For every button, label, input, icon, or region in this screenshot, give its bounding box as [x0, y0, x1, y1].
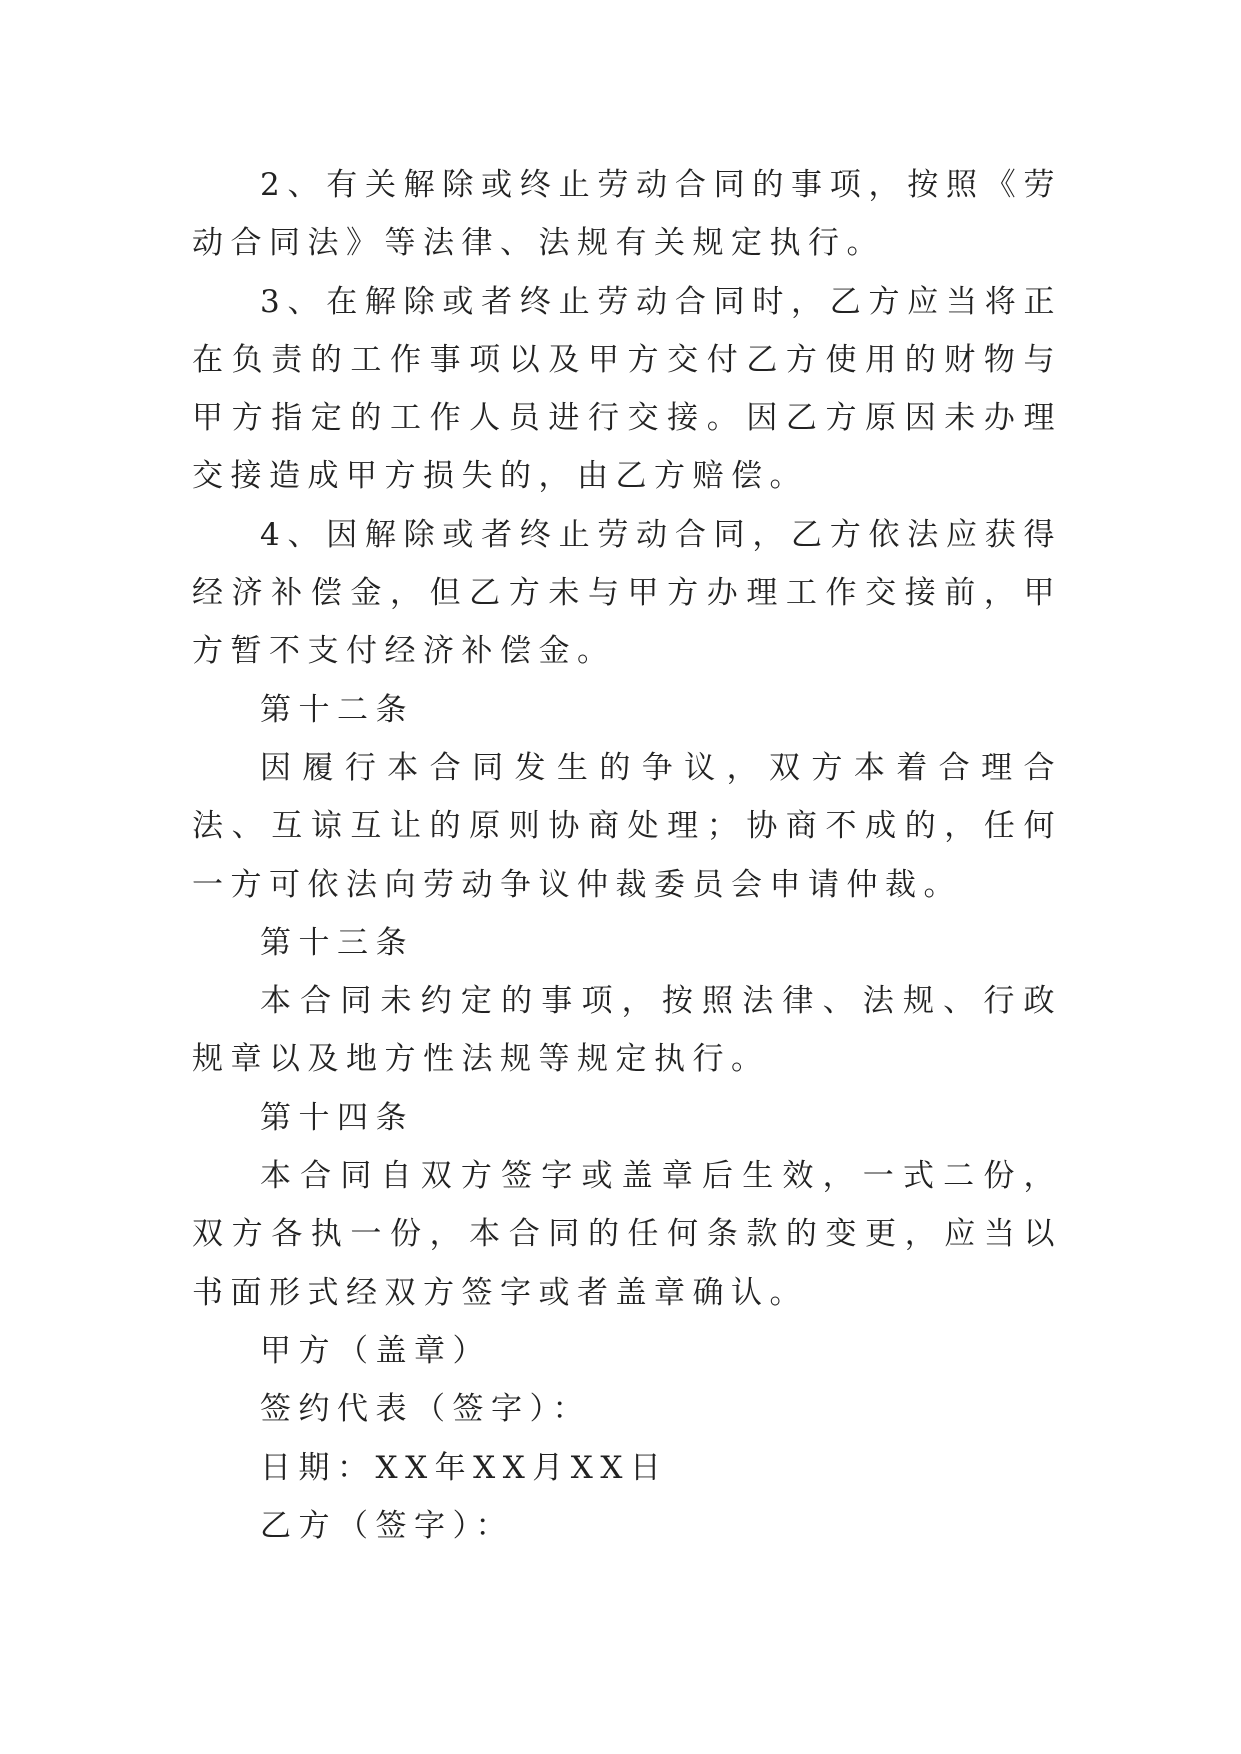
clause-11-item-4: 4、因解除或者终止劳动合同，乙方依法应获得经济补偿金，但乙方未与甲方办理工作交接前，甲方暂不支付经济补偿金。: [192, 516, 1062, 670]
party-a-seal-line: 甲方（盖章）: [260, 1332, 491, 1369]
clause-14-heading: 第十四条: [260, 1099, 414, 1136]
clause-12-heading: 第十二条: [260, 691, 414, 728]
document-body: [192, 156, 1062, 1555]
clause-13-heading: 第十三条: [260, 924, 414, 961]
clause-12-body: 因履行本合同发生的争议，双方本着合理合法、互谅互让的原则协商处理；协商不成的，任何一方可依法向劳动争议仲裁委员会申请仲裁。: [192, 749, 1062, 903]
clause-13-body: 本合同未约定的事项，按照法律、法规、行政规章以及地方性法规等规定执行。: [192, 983, 1062, 1078]
clause-11-item-2: 2、有关解除或终止劳动合同的事项，按照《劳动合同法》等法律、法规有关规定执行。: [192, 167, 1062, 262]
party-a-representative-line: 签约代表（签字）：: [260, 1391, 591, 1428]
clause-11-item-3: 3、在解除或者终止劳动合同时，乙方应当将正在负责的工作事项以及甲方交付乙方使用的财物与甲方指定的工作人员进行交接。因乙方原因未办理交接造成甲方损失的，由乙方赔偿。: [192, 283, 1062, 495]
clause-14-body: 本合同自双方签字或盖章后生效，一式二份，双方各执一份，本合同的任何条款的变更，应当以书面形式经双方签字或者盖章确认。: [192, 1158, 1062, 1311]
party-b-signature-line: 乙方（签字）：: [260, 1507, 514, 1544]
party-a-date-line: 日期：XX年XX月XX日: [260, 1449, 669, 1486]
